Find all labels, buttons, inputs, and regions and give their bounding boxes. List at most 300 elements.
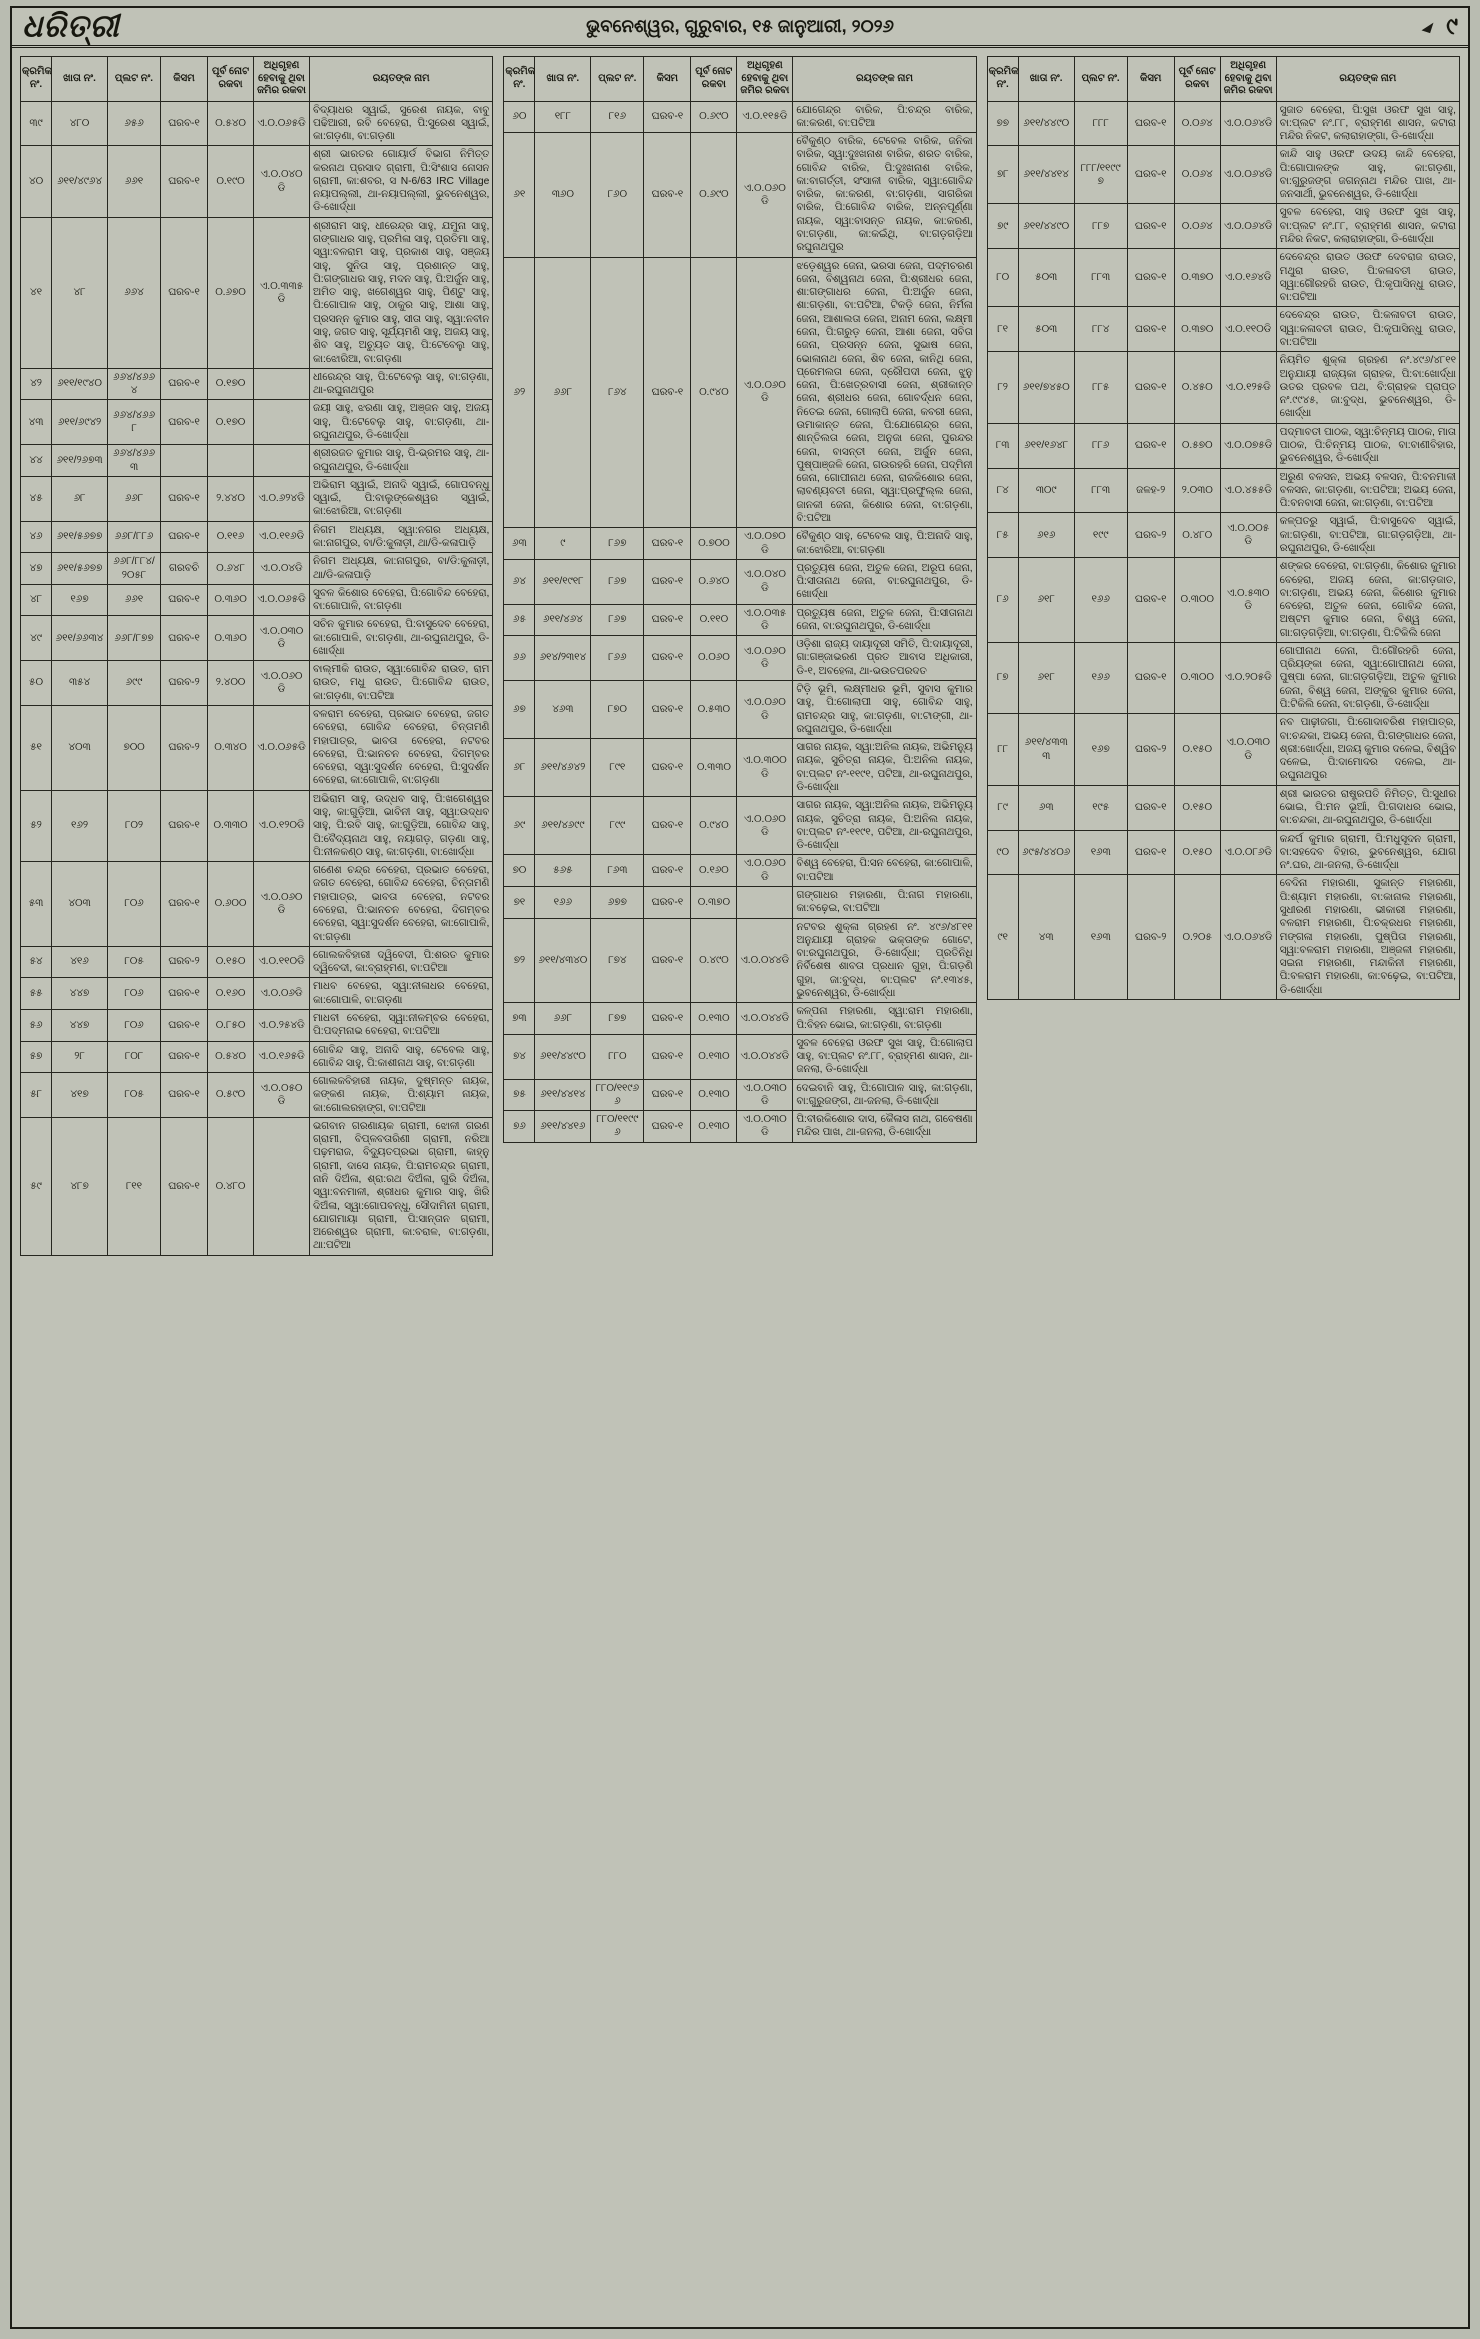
- table-row: [987, 204, 1459, 249]
- acquired-area-cell: ଏ.୦.୦୩୦ଡି: [1220, 714, 1276, 785]
- raiyat-name-cell: ନିଗମ ଅଧ୍ୟକ୍ଷ, ସ୍ୱା:ନଗର ଅଧ୍ୟକ୍ଷ, କା:ନାଗପୁର, ବା/ଡି:କୁଳାଡ଼ୀ, ଥା/ଡି-କଳାପାଡ଼ି: [310, 521, 493, 553]
- plot-number-cell: ୬୬୧: [108, 584, 161, 616]
- kisam-cell: ଘରବ-୧: [644, 636, 691, 681]
- table-row: [987, 146, 1459, 204]
- acquired-area-cell: ଏ.୦.୧୬୪ଡି: [1220, 249, 1276, 307]
- khata-number-cell: ୧୬୭: [52, 584, 108, 616]
- acquired-area-cell: ଏ.୦.୦୭୫ଡି: [1220, 423, 1276, 468]
- table-row: [987, 307, 1459, 352]
- plot-number-cell: ୮୮୮/୧୧୯୯୭: [1074, 146, 1127, 204]
- table-row: [21, 706, 493, 791]
- khata-number-cell: ୬୧୧/୪୪୧୪: [1018, 146, 1074, 204]
- plot-number-cell: ୬୬୪: [108, 217, 161, 368]
- plot-number-cell: ୬୭୭: [591, 886, 644, 918]
- header-row: [21, 57, 493, 102]
- khata-number-cell: ୬୧୧/୧୬୪୮: [1018, 423, 1074, 468]
- table-head: [504, 57, 976, 102]
- kisam-cell: ଘରବ-୧: [1127, 423, 1174, 468]
- acquired-area-cell: [254, 400, 310, 445]
- kisam-cell: ଘରବ-୧: [161, 616, 208, 661]
- khata-number-cell: ୯: [535, 528, 591, 560]
- khata-number-cell: ୬୧୧/୪୪୧୬: [535, 1111, 591, 1143]
- table-row: [21, 101, 493, 146]
- previous-area-cell: ୦.୮୫୦: [208, 1009, 254, 1041]
- plot-number-cell: ୧୬୩: [1074, 875, 1127, 1000]
- acquired-area-cell: ଏ.୦.୧୨୦ଡି: [254, 790, 310, 861]
- acquired-area-cell: ଏ.୦.୫୩୦ଡି: [1220, 558, 1276, 643]
- raiyat-name-cell: ଗୋବିନ୍ଦ ସାହୁ, ଅନାଦି ସାହୁ, ଟେବେଲ ସାହୁ, ଗୋବିନ୍ଦ ସାହୁ, ପି:କାଶୀନାଥ ସାହୁ, ବା:ଗଡ଼ଣା: [310, 1041, 493, 1073]
- previous-area-cell: ୦.୫୩୦: [691, 681, 737, 739]
- raiyat-name-cell: ମାଧବ ବେହେରା, ସ୍ୱା:ନୀଳାଧର ବେହେରା, କା:ଗୋପାଳି, ବା:ଗଡ଼ଣା: [310, 978, 493, 1010]
- acquired-area-cell: ଏ.୦.୧୧୦ଡି: [1220, 307, 1276, 352]
- khata-number-cell: ୬୧୧/୧୯୪୦: [52, 368, 108, 400]
- serial-cell: ୫୪: [21, 946, 52, 978]
- khata-number-cell: ୬୧୬: [1018, 513, 1074, 558]
- previous-area-cell: ୨.୪୪୦: [208, 476, 254, 521]
- raiyat-name-cell: କଳ୍ପନା ମହାରଣା, ସ୍ୱା:ରାମ ମହାରଣା, ପି:ବିହନ ଭୋଇ, କା:ଗଡ଼ଣା, ବା:ଗଡ଼ଣା: [793, 1003, 976, 1035]
- raiyat-name-cell: ଧୀରେନ୍ଦ୍ର ସାହୁ, ପି:ଟେବେଲୁ ସାହୁ, ବା:ଗଡ଼ଣା, ଥା-ରଘୁନାଥପୁର: [310, 368, 493, 400]
- khata-number-cell: ୪୮: [52, 217, 108, 368]
- table-body: [21, 101, 493, 1255]
- raiyat-name-cell: ବାଲ୍ମୀକି ରାଉତ, ସ୍ୱା:ଗୋବିନ୍ଦ ରାଉତ, ରାମ ରାଉତ, ମଧୁ ରାଉତ, ପି:ଗୋବିନ୍ଦ ରାଉତ, କା:ଗଡ଼ଣା, ବା:ପଟିଆ: [310, 661, 493, 706]
- acquired-area-cell: ଏ.୦.୦୪୪ଡି: [737, 918, 793, 1003]
- serial-cell: ୩୯: [21, 101, 52, 146]
- table-row: [987, 875, 1459, 1000]
- previous-area-cell: ୦.୧୩୦: [691, 1003, 737, 1035]
- raiyat-name-cell: ଟିଡ଼ି ଭୂମି, ଲକ୍ଷ୍ମୀଧର ଭୂମି, ସୁବାସ କୁମାର ସାହୁ, ପି:ଗୋଲାପୀ ସାହୁ, ଗୋବିନ୍ଦ ସାହୁ, ରାମଚନ୍ଦ୍ର ସାହୁ, କା:ଗଡ଼ଣା, ବା:ଟାଙ୍ଗୀ, ଥା-ରଘୁନାଥପୁର, ଡି-ଖୋର୍ଦ୍ଧା: [793, 681, 976, 739]
- raiyat-name-cell: ନଟବର ଶୁକ୍ଳା ଗ୍ରହଣ ନଂ. ୪୯୬/୪୮୧୧ ଅନୁଯାୟୀ ଗ୍ରାହକ ଭକ୍ତାଙ୍କ ଗୋଟେ, ବା:ରଘୁନାଥପୁର, ଡି-ଖୋର୍ଦ୍ଧା; ପ୍ରତିନିଧି ନିର୍ବିଶେଷ ଶାବତା ପ୍ରଧାନ ଗୁହା, ପି:ଗଡ଼ଣି ଗୁହା, ଜା:ବୁଦ୍ଧ, ବା:ପ୍ଲଟ ନଂ.୧୩୪୫, ଭୁବନେଶ୍ୱର, ଡି-ଖୋର୍ଦ୍ଧା: [793, 918, 976, 1003]
- khata-number-cell: ୬୧୧/୪୪୧୪: [535, 1079, 591, 1111]
- acquired-area-cell: ଏ.୦.୨୦୫ଡି: [1220, 642, 1276, 713]
- serial-cell: ୮୭: [987, 642, 1018, 713]
- kisam-cell: ଘରବ-୧: [644, 1111, 691, 1143]
- kisam-cell: ଘରବ-୨: [1127, 875, 1174, 1000]
- acquired-area-cell: ଏ.୦.୦୫୦ଡି: [254, 1073, 310, 1118]
- header-row: [504, 57, 976, 102]
- column-header: ରୟତଙ୍କ ନାମ: [793, 57, 976, 102]
- raiyat-name-cell: ସୁବଳ କିଶୋର ବେହେରା, ପି:ଗୋବିନ୍ଦ ବେହେରା, ବା:ଗୋପାଳି, ବା:ଗଡ଼ଣା: [310, 584, 493, 616]
- column-header: ଅଧିଗୃହଣ ହେବାକୁ ଥିବା ଜମିର ରକବା: [737, 57, 793, 102]
- raiyat-name-cell: ଝଡ଼େଶ୍ୱର ଜେନା, ଭରସା ଜେନା, ପଦ୍ମଚରଣ ଜେନା, ବିଶ୍ୱନାଥ ଜେନା, ପି:ଶ୍ରୀଧର ଜେନା, ଶା:ଗଙ୍ଗାଧର ଜେନା, ପି:ଅର୍ଜୁନ ଜେନା, ଶା:ଗଡ଼ଣା, ବା:ପଟିଆ, ଟିକଡ଼ି ଜେନା, ନିର୍ମଳା ଜେନା, ଆଶାଲତା ଜେନା, ଅନାମ ଜେନା, ଲକ୍ଷ୍ମୀ ଜେନା, ପି:ଗରୁଡ଼ ଜେନା, ଆଶା ଜେନା, ସବିତା ଜେନା, ପ୍ରସନ୍ନ ଜେନା, ସୁଭାଷ ଜେନା, ଭୋଳାନାଥ ଜେନା, ଶିବ ଜେନା, କାନିଥି ଜେନା, ପ୍ରେମଲତା ଜେନା, ଦ୍ରୌପଦୀ ଜେନା, ଝୁନୁ ଜେନା, ପି:ଖେତ୍ରବାସୀ ଜେନା, ଶ୍ରୀକାନ୍ତ ଜେନା, ଶ୍ରୀଧର ଜେନା, ଗୋବର୍ଦ୍ଧନ ଜେନା, ନିତେଇ ଜେନା, ଗୋଲାପି ଜେନା, କବରୀ ଜେନା, ଉମାକାନ୍ତ ଜେନା, ପି:ଯୋଗେନ୍ଦ୍ର ଜେନା, ଶାନ୍ତିଲତା ଜେନା, ଅନୁଜା ଜେନା, ପୁରନ୍ଦର ଜେନା, ବାସନ୍ତୀ ଜେନା, ଅର୍ଜୁନ ଜେନା, ପୁଷ୍ପାଞ୍ଜଳି ଜେନା, ଗଉରହରି ଜେନା, ପଦ୍ମିନୀ ଜେନା, ଗୋପୀନାଥ ଜେନା, ରାଜକିଶୋର ଜେନା, ଲାବଣ୍ୟବତୀ ଜେନା, ସ୍ୱା:ପ୍ରଫୁଲ୍ଲ ଜେନା, ଜାନକୀ ଜେନା, କିଶୋର ଜେନା, ବା:ଗଡ଼ଣା, ବି:ପଟିଆ: [793, 257, 976, 528]
- serial-cell: ୪୩: [21, 400, 52, 445]
- table-row: [987, 830, 1459, 875]
- raiyat-name-cell: ବୈକୁଣ୍ଠ ସାହୁ, ଟେବେଲ ସାହୁ, ପି:ଅନାଦି ସାହୁ, କା:ଝୋରିଆ, ବା:ଗଡ଼ଣା: [793, 528, 976, 560]
- serial-cell: ୪୫: [21, 476, 52, 521]
- serial-cell: ୯୦: [987, 830, 1018, 875]
- previous-area-cell: ୦.୩୬୦: [208, 616, 254, 661]
- plot-number-cell: ୮୦୫: [108, 1073, 161, 1118]
- kisam-cell: ଘରବ-୧: [161, 101, 208, 146]
- khata-number-cell: ୬୧୧/୪୪୯୦: [1018, 101, 1074, 146]
- khata-number-cell: ୧୬୨: [52, 790, 108, 861]
- raiyat-name-cell: କନ୍ଦର୍ପ କୁମାର ଗ୍ରାମୀ, ପି:ମଧୁସୂଦନ ଗ୍ରାମୀ, ବା:ସହଦେବ ବିହାର, ଭୁବନେଶ୍ୱର, ଯୋଗ ନଂ.ଘର, ଥା-ଜନଲା, ଡି-ଖୋର୍ଦ୍ଧା: [1276, 830, 1459, 875]
- acquired-area-cell: ଏ.୦.୦୬୪ଡି: [1220, 204, 1276, 249]
- kisam-cell: ଘରବ-୧: [1127, 785, 1174, 830]
- previous-area-cell: ୦.୩୩୦: [691, 739, 737, 797]
- table-row: [504, 1111, 976, 1143]
- raiyat-name-cell: ଅଭିରାମ ସାହୁ, ଉଦ୍ଧବ ସାହୁ, ପି:ଖଗେଶ୍ୱର ସାହୁ, କା:ଗୁଡ଼ିଆ, ଭାବିନୀ ସାହୁ, ସ୍ୱା:ଉଦ୍ଧବ ସାହୁ, ପି:ରବି ସାହୁ, କା:ଗୁଡ଼ିଆ, ଗୋବିନ୍ଦ ସାହୁ, ପି:ବୈଦ୍ୟନାଥ ସାହୁ, ନୟାଗଡ଼, ଗଡ଼ଣା ସାହୁ, ପି:ନୀଳକଣ୍ଠ ସାହୁ, କା:ଗଡ଼ଣା, ବା:ଖୋର୍ଦ୍ଧା: [310, 790, 493, 861]
- corner-mark-icon: [1422, 20, 1434, 33]
- raiyat-name-cell: ବିଶ୍ୱ ବେହେରା, ପି:ସନ ବେହେରା, କା:ଗୋପାଳି, ବା:ପଟିଆ: [793, 855, 976, 887]
- previous-area-cell: ୦.୧୧୦: [691, 604, 737, 636]
- raiyat-name-cell: ମାଧବୀ ବେହେରା, ସ୍ୱା:ନୀଳମ୍ବର ବେହେରା, ପି:ପଦ୍ମନାଭ ବେହେରା, ବା:ପଟିଆ: [310, 1009, 493, 1041]
- raiyat-name-cell: ସୁଜାତ ବେହେରା, ପି:ସୁଖ ଓରଫ ସୁଖ ସାହୁ, ବା:ପ୍ଲଟ ନଂ.୮୮, ବ୍ରାହ୍ମଣ ଶାସନ, କଟାରା ମନ୍ଦିର ନିକଟ, କଲାରାହାଙ୍ଗା, ଡି-ଖୋର୍ଦ୍ଧା: [1276, 101, 1459, 146]
- raiyat-name-cell: ଶ୍ରୀରଜତ କୁମାର ସାହୁ, ପି-ଭ୍ରମର ସାହୁ, ଥା-ରଘୁନାଥପୁର, ଡି-ଖୋର୍ଦ୍ଧା: [310, 445, 493, 477]
- previous-area-cell: ୦.୧୫୦: [1174, 785, 1220, 830]
- column-header: ପ୍ଲଟ ନଂ.: [591, 57, 644, 102]
- khata-number-cell: ୬୧୧/୬୬୩୪: [52, 616, 108, 661]
- serial-cell: ୬୬: [504, 636, 535, 681]
- khata-number-cell: ୪୦୩: [52, 706, 108, 791]
- serial-cell: ୬୨: [504, 257, 535, 528]
- plot-number-cell: ୮୧୧: [108, 1117, 161, 1255]
- table-row: [504, 681, 976, 739]
- plot-number-cell: ୮୧୬: [591, 101, 644, 133]
- kisam-cell: ଘରବ-୨: [1127, 714, 1174, 785]
- serial-cell: ୫୨: [21, 790, 52, 861]
- previous-area-cell: ୦.୦୬୦: [691, 636, 737, 681]
- previous-area-cell: ୦.୯୪୦: [691, 797, 737, 855]
- table-row: [504, 636, 976, 681]
- raiyat-name-cell: ଶ୍ରୀରାମ ସାହୁ, ଧୀରେନ୍ଦ୍ର ସାହୁ, ଯମୁନା ସାହୁ, ଗଙ୍ଗାଧର ସାହୁ, ପ୍ରମିଳା ସାହୁ, ପ୍ରତିମା ସାହୁ, ସ୍ୱା:ବଳରାମ ସାହୁ, ପ୍ରକାଶ ସାହୁ, ସଞ୍ଜୟ ସାହୁ, ସୁନିତା ସାହୁ, ପ୍ରଶାନ୍ତ ସାହୁ, ପି:ଗଙ୍ଗାଧର ସାହୁ, ମଦନ ସାହୁ, ପି:ଅର୍ଜୁନ ସାହୁ, ଅମିତ ସାହୁ, ଖଗେଶ୍ୱର ସାହୁ, ପିଣ୍ଟୁ ସାହୁ, ପି:ଗୋପାଳ ସାହୁ, ଠାକୁର ସାହୁ, ଆଶା ସାହୁ, ପ୍ରସନ୍ନ କୁମାର ସାହୁ, ସୀତା ସାହୁ, ସ୍ୱା:ନବୀନ ସାହୁ, ଜଗତ ସାହୁ, ସୂର୍ଯ୍ୟମଣି ସାହୁ, ଅଜୟ ସାହୁ, ଶିବ ସାହୁ, ଅଚ୍ୟୁତ ସାହୁ, ପି:ଟେବେଲୁ ସାହୁ, କା:ଝୋରିଆ, ବା:ଗଡ଼ଣା: [310, 217, 493, 368]
- khata-number-cell: ୪୧୬: [52, 946, 108, 978]
- kisam-cell: ଘରବ-୧: [161, 368, 208, 400]
- kisam-cell: ଘରବ-୧: [161, 400, 208, 445]
- serial-cell: ୪୭: [21, 553, 52, 585]
- previous-area-cell: ୦.୩୬୦: [208, 584, 254, 616]
- previous-area-cell: ୦.୫୭୦: [1174, 423, 1220, 468]
- previous-area-cell: ୦.୬୪୮: [208, 553, 254, 585]
- kisam-cell: ଘରବ-୨: [161, 661, 208, 706]
- table-row: [21, 1117, 493, 1255]
- khata-number-cell: ୧୮୮: [535, 101, 591, 133]
- acquired-area-cell: ଏ.୦.୦୪୪ଡି: [737, 1034, 793, 1079]
- raiyat-name-cell: ଗଙ୍ଗାଧର ମହାରଣା, ପି:ନାଗ ମହାରଣା, କା:ବଢ଼େଇ, ବା:ପଟିଆ: [793, 886, 976, 918]
- table-row: [987, 642, 1459, 713]
- table-row: [21, 217, 493, 368]
- column-header: ରୟତଙ୍କ ନାମ: [1276, 57, 1459, 102]
- previous-area-cell: ୨.୪୦୦: [208, 661, 254, 706]
- raiyat-name-cell: ସଚିନ କୁମାର ବେହେରା, ପି:ବାସୁଦେବ ବେହେରା, କା:ଗୋପାଳି, ବା:ଗଡ଼ଣା, ଥା-ରଘୁନାଥପୁର, ଡି-ଖୋର୍ଦ୍ଧା: [310, 616, 493, 661]
- kisam-cell: ଘରବ-୨: [161, 706, 208, 791]
- previous-area-cell: ୦.୧୫୦: [1174, 830, 1220, 875]
- khata-number-cell: ୬୧୧/୪୩୪୦: [535, 918, 591, 1003]
- plot-number-cell: ୭୦୦: [108, 706, 161, 791]
- table-row: [504, 1003, 976, 1035]
- column-header: ପୂର୍ବ ନୋଟ ରକବା: [691, 57, 737, 102]
- previous-area-cell: ୦.୩୭୦: [1174, 249, 1220, 307]
- table-row: [987, 558, 1459, 643]
- column-header: ପ୍ଲଟ ନଂ.: [108, 57, 161, 102]
- acquired-area-cell: ଏ.୦.୦୬୫ଡି: [254, 101, 310, 146]
- plot-number-cell: ୮୮୦/୧୧୯୯୬: [591, 1111, 644, 1143]
- acquired-area-cell: ଏ.୦.୦୭୦ଡି: [737, 528, 793, 560]
- page-number-block: [1228, 13, 1458, 41]
- khata-number-cell: ୪୮୭: [52, 1117, 108, 1255]
- header-row: [987, 57, 1459, 102]
- table-row: [504, 257, 976, 528]
- khata-number-cell: ୬୧୧/୪୬୯୯: [535, 797, 591, 855]
- raiyat-name-cell: ସାଗର ନାୟକ, ସ୍ୱା:ଅନିଲ ନାୟକ, ଅଭିମନ୍ୟୁ ନାୟକ, ସୁଚିତ୍ରା ନାୟକ, ପି:ଅନିଲ ନାୟକ, ବା:ପ୍ଲଟ ନଂ-୧୧୯୧, ପଟିଆ, ଥା-ରଘୁନାଥପୁର, ଡି-ଖୋର୍ଦ୍ଧା: [793, 739, 976, 797]
- kisam-cell: ଘରବ-୧: [644, 101, 691, 133]
- serial-cell: ୮୮: [987, 714, 1018, 785]
- kisam-cell: ଘରବ-୧: [644, 133, 691, 258]
- acquired-area-cell: ଏ.୦.୧୧୫ଡି: [737, 101, 793, 133]
- kisam-cell: ଘରବ-୧: [644, 1003, 691, 1035]
- serial-cell: ୭୪: [504, 1034, 535, 1079]
- acquired-area-cell: ଏ.୦.୩୦୦ଡି: [737, 739, 793, 797]
- page-header: [12, 8, 1468, 48]
- serial-cell: ୭୫: [504, 1079, 535, 1111]
- plot-number-cell: ୮୦୬: [108, 1009, 161, 1041]
- kisam-cell: ଘରବ-୧: [644, 739, 691, 797]
- kisam-cell: ଘରବ-୧: [1127, 352, 1174, 423]
- raiyat-name-cell: ଗୋପୀନାଥ ଜେନା, ପି:ଗୌରହରି ଜେନା, ପ୍ରିୟଙ୍କା ଜେନା, ସ୍ୱା:ଗୋପୀନାଥ ଜେନା, ପୁଷ୍ପା ଜେନା, ଗା:ଗଡ଼ଗଡ଼ିଆ, ଅତୁଳ କୁମାର ଜେନା, ବିଶ୍ୱ ଜେନା, ଅଙ୍କୁର କୁମାର ଜେନା, ପି:ଟିକିଲି ଜେନା, ବା:ଗଡ଼ଣା, ଡି-ଖୋର୍ଦ୍ଧା: [1276, 642, 1459, 713]
- column-header: ଅଧିଗୃହଣ ହେବାକୁ ଥିବା ଜମିର ରକବା: [1220, 57, 1276, 102]
- column-header: କିସମ: [161, 57, 208, 102]
- kisam-cell: ଘରବ-୨: [161, 946, 208, 978]
- previous-area-cell: ୦.୧୫୦: [1174, 714, 1220, 785]
- acquired-area-cell: ଏ.୦.୦୬୪ଡି: [1220, 875, 1276, 1000]
- acquired-area-cell: ଏ.୦.୦୩୦ଡି: [737, 1079, 793, 1111]
- plot-number-cell: ୬୬୮: [108, 476, 161, 521]
- column-header: ଖାତା ନଂ.: [1018, 57, 1074, 102]
- serial-cell: ୫୮: [21, 1073, 52, 1118]
- acquired-area-cell: [254, 445, 310, 477]
- column-header: କିସମ: [1127, 57, 1174, 102]
- column-header: ପ୍ଲଟ ନଂ.: [1074, 57, 1127, 102]
- plot-number-cell: ୬୯୯: [108, 661, 161, 706]
- raiyat-name-cell: ଓଡ଼ିଶା ରାଜ୍ୟ ଦାୟାଦୂରୀ ସମିତି, ପି:ଦାୟାଦୂରୀ, ଗା:ଗଞ୍ଜାଭରଣ ପ୍ରତ ଆବାସ ଅଧିକାରୀ, ଡି-୧, ଅବହେଳା, ଥା-ଭଉତପରଦତ: [793, 636, 976, 681]
- khata-number-cell: ୬୧୮: [1018, 558, 1074, 643]
- acquired-area-cell: ଏ.୦.୦୬୦ଡି: [737, 855, 793, 887]
- previous-area-cell: ୨.୦୩୦: [1174, 468, 1220, 513]
- raiyat-name-cell: କଳ୍ପତରୁ ସ୍ୱାଇଁ, ପି:ବାସୁଦେବ ସ୍ୱାଇଁ, କା:ଗଡ଼ଣା, ବା:ପଟିଆ, ଗା:ଗଡ଼ଗଡ଼ିଆ, ଥା-ରଘୁନାଥପୁର, ଡି-ଖୋର୍ଦ୍ଧା: [1276, 513, 1459, 558]
- raiyat-name-cell: ଶଙ୍କର ବେହେରା, ବା:ଗଡ଼ଣା, କିଶୋର କୁମାର ବେହେରା, ଅଜୟ ଜେନା, କା:ଗଡ଼ଜାତ, ବା:ଗଡ଼ଣା, ଅଭୟ ଜେନା, କିଶୋର କୁମାର ବେହେରା, ଅତୁଳ ଜେନା, ଗୋବିନ୍ଦ ଜେନା, ଅଷ୍ଟମ କୁମାର ଜେନା, ବିଶ୍ୱ ଜେନା, ଗା:ଗଡ଼ଗଡ଼ିଆ, ବା:ଗଡ଼ଣା, ପି:ଟିକିଲି ଜେନା: [1276, 558, 1459, 643]
- previous-area-cell: ୦.୫୪୦: [208, 1041, 254, 1073]
- table-head: [21, 57, 493, 102]
- acquired-area-cell: ଏ.୦.୦୬୦ଡି: [254, 862, 310, 947]
- khata-number-cell: ୬୬୮: [535, 257, 591, 528]
- previous-area-cell: ୦.୧୩୦: [691, 1034, 737, 1079]
- previous-area-cell: ୦.୧୬୦: [208, 978, 254, 1010]
- kisam-cell: ଘରବ-୧: [1127, 101, 1174, 146]
- table-row: [987, 785, 1459, 830]
- kisam-cell: ଘରବ-୧: [644, 886, 691, 918]
- khata-number-cell: ୬୯୫/୪୪୦୬: [1018, 830, 1074, 875]
- plot-number-cell: ୮୬୬: [591, 636, 644, 681]
- table-row: [504, 797, 976, 855]
- khata-number-cell: ୬୩: [1018, 785, 1074, 830]
- column-header: କ୍ରମିକ ନଂ.: [504, 57, 535, 102]
- acquired-area-cell: ଏ.୦.୦୪୦ଡି: [737, 559, 793, 604]
- table-row: [987, 352, 1459, 423]
- table-body: [504, 101, 976, 1142]
- serial-cell: ୫୦: [21, 661, 52, 706]
- column-header: କିସମ: [644, 57, 691, 102]
- previous-area-cell: ୦.୩୦୦: [1174, 558, 1220, 643]
- acquired-area-cell: ଏ.୦.୦୬୦ଡି: [737, 681, 793, 739]
- kisam-cell: ଘରବ-୧: [644, 855, 691, 887]
- serial-cell: ୪୬: [21, 521, 52, 553]
- table-row: [504, 604, 976, 636]
- serial-cell: ୪୪: [21, 445, 52, 477]
- serial-cell: ୪୮: [21, 584, 52, 616]
- table-row: [21, 445, 493, 477]
- acquired-area-cell: ଏ.୦.୦୬ଡି: [254, 978, 310, 1010]
- acquired-area-cell: ଏ.୦.୦୩୦ଡି: [737, 1111, 793, 1143]
- khata-number-cell: ୬୧୧/୪୬୪: [535, 604, 591, 636]
- table-row: [504, 918, 976, 1003]
- acquired-area-cell: ଏ.୦.୦୪୦ଡି: [254, 146, 310, 217]
- khata-number-cell: ୬୧୧/୬୯୪୨: [52, 400, 108, 445]
- khata-number-cell: ୬୧୪/୨୩୧୪: [535, 636, 591, 681]
- column-header: ଖାତା ନଂ.: [535, 57, 591, 102]
- plot-number-cell: ୮୮୩: [1074, 249, 1127, 307]
- plot-number-cell: ୧୬୬: [1074, 558, 1127, 643]
- kisam-cell: ଘରବ-୧: [1127, 558, 1174, 643]
- previous-area-cell: ୦.୪୯୦: [691, 918, 737, 1003]
- serial-cell: ୬୧: [504, 133, 535, 258]
- plot-number-cell: ୧୬୭: [1074, 714, 1127, 785]
- raiyat-name-cell: ସୁବଳ ବେହେରା, ସାହୁ ଓରଫ ସୁଖ ସାହୁ, ବା:ପ୍ଲଟ ନଂ.୮୮, ବ୍ରାହ୍ମଣ ଶାସନ, କଟାରା ମନ୍ଦିର ନିକଟ, କଲାରାହାଙ୍ଗା, ଡି-ଖୋର୍ଦ୍ଧା: [1276, 204, 1459, 249]
- kisam-cell: ଘରବ-୧: [161, 862, 208, 947]
- kisam-cell: ଘରବ-୨: [1127, 513, 1174, 558]
- acquired-area-cell: ଏ.୦.୦୬୫ଡି: [254, 706, 310, 791]
- plot-number-cell: ୮୬୩: [591, 855, 644, 887]
- plot-number-cell: ୬୬୧: [108, 146, 161, 217]
- kisam-cell: ଗରବଚି: [161, 553, 208, 585]
- table-row: [21, 1041, 493, 1073]
- raiyat-name-cell: ପଦ୍ମାବତୀ ପାଠକ, ସ୍ୱା:ଚିନ୍ମୟ ପାଠକ, ମାତା ପାଠକ, ପି:ଚିନ୍ମୟ ପାଠକ, ବା:ବାଣୀବିହାର, ଭୁବନେଶ୍ୱର, ଡି-ଖୋର୍ଦ୍ଧା: [1276, 423, 1459, 468]
- plot-number-cell: ୮୮୬: [1074, 423, 1127, 468]
- khata-number-cell: ୬୧୧/୧୯୧୮: [535, 559, 591, 604]
- khata-number-cell: ୨୮: [52, 1041, 108, 1073]
- acquired-area-cell: ଏ.୦.୦୬୦ଡି: [737, 257, 793, 528]
- khata-number-cell: ୫୬୫: [535, 855, 591, 887]
- plot-number-cell: ୮୯୯: [591, 797, 644, 855]
- serial-cell: ୮୯: [987, 785, 1018, 830]
- plot-number-cell: ୮୮୦: [591, 1034, 644, 1079]
- previous-area-cell: ୦.୨୦୫: [1174, 875, 1220, 1000]
- table-row: [21, 1073, 493, 1118]
- kisam-cell: ଘରବ-୧: [644, 1079, 691, 1111]
- previous-area-cell: ୦.୩୭୦: [1174, 307, 1220, 352]
- notice-sheet: [12, 48, 1468, 2319]
- table-row: [504, 101, 976, 133]
- raiyat-name-cell: ଯୋଗେନ୍ଦ୍ର ବାରିକ, ପି:ଚନ୍ଦ୍ର ବାରିକ, କା:କରଣ, ବା:ପଟିଆ: [793, 101, 976, 133]
- raiyat-name-cell: ବେଦିନା ମହାରଣା, ସୁକାନ୍ତ ମହାରଣା, ପି:ଶ୍ୟାମ ମହାରଣା, ବା:କାନାଲ ମହାରଣା, ସୁଧୀରଣ ମହାରଣା, ଭୀକାରୀ ମହାରଣା, ବଳରାମ ମହାରଣା, ପି:ଚକ୍ରଧର ମହାରଣା, ମଙ୍ଗଳା ମହାରଣା, ପୁଷ୍ପିତା ମହାରଣା, ସ୍ୱା:ବଳରାମ ମହାରଣା, ଅଞ୍ଜଳୀ ମହାରଣା, ସଇନା ମହାରଣା, ମନ୍ଦାକିନୀ ମହାରଣା, ପି:ବଳରାମ ମହାରଣା, କା:ବଢ଼େଇ, ବା:ପଟିଆ, ଡି-ଖୋର୍ଦ୍ଧା: [1276, 875, 1459, 1000]
- kisam-cell: [161, 445, 208, 477]
- table-row: [21, 616, 493, 661]
- serial-cell: ୫୯: [21, 1117, 52, 1255]
- khata-number-cell: ୬୧୧/୪୯୬୪: [52, 146, 108, 217]
- plot-number-cell: ୮୦୨: [108, 790, 161, 861]
- table-row: [987, 468, 1459, 513]
- acquired-area-cell: ଏ.୦.୦୬୦ଡି: [737, 797, 793, 855]
- table-row: [21, 368, 493, 400]
- notice-table-column-1: [20, 56, 493, 2319]
- plot-number-cell: ୮୬୪: [591, 257, 644, 528]
- notice-table-column-2: [503, 56, 976, 2319]
- kisam-cell: ଘରବ-୧: [644, 681, 691, 739]
- previous-area-cell: ୦.୩୪୦: [208, 706, 254, 791]
- kisam-cell: ଜଳହ-୨: [1127, 468, 1174, 513]
- land-acquisition-table-2: [503, 56, 976, 1143]
- acquired-area-cell: [254, 368, 310, 400]
- raiyat-name-cell: ପ୍ରତ୍ୟୁଷ ଜେନା, ଅତୁଳ ଜେନା, ପି:ସୀତାନାଥ ଜେନା, ବା:ରଘୁନାଥପୁର, ଡି-ଖୋର୍ଦ୍ଧା: [793, 604, 976, 636]
- table-row: [504, 739, 976, 797]
- kisam-cell: ଘରବ-୧: [161, 1073, 208, 1118]
- table-row: [987, 249, 1459, 307]
- serial-cell: ୮୪: [987, 468, 1018, 513]
- column-header: କ୍ରମିକ ନଂ.: [987, 57, 1018, 102]
- dateline: ଭୁବନେଶ୍ୱର, ଗୁରୁବାର, ୧୫ ଜାନୁଆରୀ, ୨୦୨୬: [586, 16, 894, 36]
- column-header: ପୂର୍ବ ନୋଟ ରକବା: [208, 57, 254, 102]
- plot-number-cell: ୮୭୭: [591, 1003, 644, 1035]
- raiyat-name-cell: ବୈକୁଣ୍ଠ ବାରିକ, ଟେବେଲ ବାରିକ, ଜନିକା ବାରିକ, ସ୍ୱା:ଦୁଃଖନାଶ ବାରିକ, ଶରତ ବାରିକ, ଗୋବିନ୍ଦ ବାରିକ, ପି:ଦୁଃଖନାଶ ବାରିକ, କା:ବାଗର୍ତ୍ତୀ, ସଂସାଳୀ ବାରିକ, ସ୍ୱା:ଗୋବିନ୍ଦ ବାରିକ, କା:କରଣ, ବା:ଗଡ଼ଣା, ସାଗରିକା ବାରିକ, ପି:ଗୋବିନ୍ଦ ବାରିକ, ଅନ୍ନପୂର୍ଣ୍ଣା ନାୟକ, ସ୍ୱା:ବାସନ୍ତ ନାୟକ, କା:କରଣ, ବା:ଗଡ଼ଣା, କା:କଇଁଥି, ବା:ଗଡ଼ଗଡ଼ିଆ ରଘୁନାଥପୁର: [793, 133, 976, 258]
- khata-number-cell: ୪୪୭: [52, 1009, 108, 1041]
- raiyat-name-cell: ସୁବଳ ବେହେରା ଓରଫ ସୁଖ ସାହୁ, ପି:ଗୋଲାପ ସାହୁ, ବା:ପ୍ଲଟ ନଂ.୮୮, ବ୍ରାହ୍ମଣ ଶାସନ, ଥା-ଜନଲା, ଡି-ଖୋର୍ଦ୍ଧା: [793, 1034, 976, 1079]
- acquired-area-cell: ଏ.୦.୦୬୦ଡି: [254, 661, 310, 706]
- column-header: ଅଧିଗୃହଣ ହେବାକୁ ଥିବା ଜମିର ରକବା: [254, 57, 310, 102]
- kisam-cell: ଘରବ-୧: [161, 1041, 208, 1073]
- previous-area-cell: ୦.୫୯୦: [208, 1073, 254, 1118]
- acquired-area-cell: ଏ.୦.୦୬୪ଡି: [1220, 146, 1276, 204]
- serial-cell: ୭୦: [504, 855, 535, 887]
- khata-number-cell: ୬୧୧/୪୩୩୩: [1018, 714, 1074, 785]
- serial-cell: ୭୨: [504, 918, 535, 1003]
- serial-cell: ୬୩: [504, 528, 535, 560]
- previous-area-cell: ୦.୧୭୦: [208, 368, 254, 400]
- acquired-area-cell: [737, 886, 793, 918]
- raiyat-name-cell: ବିଦ୍ୟାଧର ସ୍ୱାଇଁ, ସୁରେଶ ନାୟକ, ବାବୁ ପଢିଆରୀ, ରବି ବେହେରା, ପି:ସୁରେଶ ସ୍ୱାଇଁ, କା:ଗଡ଼ଣା, ବା:ଗଡ଼ଣା: [310, 101, 493, 146]
- previous-area-cell: ୦.୬୪୦: [691, 559, 737, 604]
- plot-number-cell: ୮୮୩: [1074, 468, 1127, 513]
- plot-number-cell: ୮୯୧: [591, 739, 644, 797]
- serial-cell: ୮୫: [987, 513, 1018, 558]
- khata-number-cell: ୬୧୧/୫୬୭୭: [52, 521, 108, 553]
- kisam-cell: ଘରବ-୧: [644, 559, 691, 604]
- table-row: [21, 1009, 493, 1041]
- table-row: [504, 528, 976, 560]
- khata-number-cell: ୩୦୯: [1018, 468, 1074, 513]
- acquired-area-cell: ଏ.୦.୦୬୦ଡି: [737, 636, 793, 681]
- plot-number-cell: ୮୦୫: [108, 946, 161, 978]
- raiyat-name-cell: ନବ ପାଢ଼ୀଜଗା, ପି:ଗୋଦାବରିଶ ମହାପାତ୍ର, ବା:ଚନ୍ଦକା, ଅଭୟ ଜେନା, ପି:ଗଙ୍ଗାଧର ଜେନା, ଶ୍ରୀ:ଖୋର୍ଦ୍ଧା, ଅଜୟ କୁମାର ଦଳେଇ, ବିଶ୍ୱିବ ଦଳେଇ, ପି:ଦାମୋଦର ଦଳେଇ, ଥା-ରଘୁନାଥପୁର: [1276, 714, 1459, 785]
- kisam-cell: ଘରବ-୧: [1127, 307, 1174, 352]
- acquired-area-cell: ଏ.୦.୦୬୦ଡି: [737, 133, 793, 258]
- kisam-cell: ଘରବ-୧: [644, 528, 691, 560]
- raiyat-name-cell: ଗୋଲକବିହାରୀ ଦ୍ୱିବେଦୀ, ପି:ଶରତ କୁମାର ଦ୍ୱିବେଦୀ, କା:ବ୍ରାହ୍ମଣ, ବା:ପଟିଆ: [310, 946, 493, 978]
- serial-cell: ୮୧: [987, 307, 1018, 352]
- acquired-area-cell: ଏ.୦.୧୧୦ଡି: [254, 946, 310, 978]
- raiyat-name-cell: କାନ୍ଦି ସାହୁ ଓରଫ ଉଦୟ କାନ୍ଦି ବେହେରା, ପି:ଗୋପାଳଙ୍କ ସାହୁ, କା:ଗଡ଼ଣା, ବା:ଗୁରୁଜଙ୍ଗ ଜଗନ୍ନାଥ ମନ୍ଦିର ପାଖ, ଥା-ଜନସାର୍ଥୀ, ଭୁବନେଶ୍ୱର, ଡି-ଖୋର୍ଦ୍ଧା: [1276, 146, 1459, 204]
- acquired-area-cell: ଏ.୦.୧୬୫ଡି: [254, 1041, 310, 1073]
- previous-area-cell: ୦.୦୬୪: [1174, 146, 1220, 204]
- kisam-cell: ଘରବ-୧: [644, 797, 691, 855]
- plot-number-cell: ୬୬୪/୪୬୬୪: [108, 368, 161, 400]
- table-row: [21, 476, 493, 521]
- previous-area-cell: ୦.୬୯୦: [691, 133, 737, 258]
- plot-number-cell: ୮୮୪: [1074, 307, 1127, 352]
- raiyat-name-cell: ନିୟମିତ ଶୁକ୍ଳା ଗ୍ରହଣ ନଂ.୪୯୬/୪୮୧୧ ଅନୁଯାୟୀ ରାଜ୍ୟକା ଗ୍ରାହକ, ପି:ବା:ଖୋର୍ଦ୍ଧା ଉତର ପ୍ରବଳ ପଥ, ବି:ଗ୍ରାହକ ପ୍ରାପ୍ତ ନଂ.୯୯୪୫, ଜା:ବୁଦ୍ଧ, ଭୁବନେଶ୍ୱର, ଡି-ଖୋର୍ଦ୍ଧା: [1276, 352, 1459, 423]
- kisam-cell: ଘରବ-୧: [161, 584, 208, 616]
- serial-cell: ୬୪: [504, 559, 535, 604]
- previous-area-cell: ୦.୭୦୦: [691, 528, 737, 560]
- khata-number-cell: ୩୫୪: [52, 661, 108, 706]
- table-row: [504, 133, 976, 258]
